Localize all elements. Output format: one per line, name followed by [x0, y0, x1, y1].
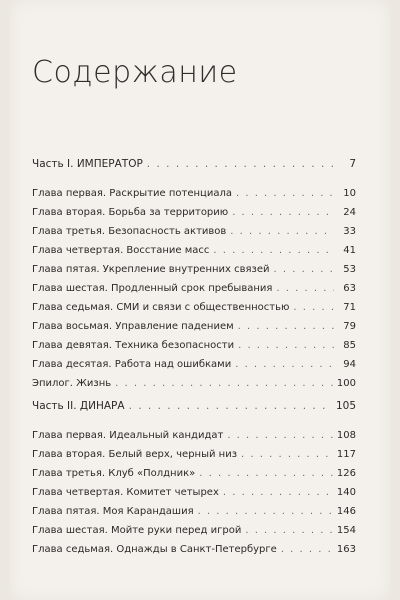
toc-entry	[32, 317, 356, 336]
chapter-page: 85	[343, 340, 356, 351]
leader-dots	[245, 521, 333, 540]
page-title: Содержание	[32, 55, 238, 90]
leader-dots	[232, 203, 334, 222]
leader-dots	[274, 260, 334, 279]
leader-dots	[147, 155, 334, 174]
chapter-title: Глава пятая. Укрепление внутренних связей	[32, 264, 270, 275]
chapter-title: Глава пятая. Моя Карандашия	[32, 506, 194, 517]
chapter-page: 100	[336, 378, 356, 389]
chapter-title: Глава десятая. Работа над ошибками	[32, 359, 232, 370]
chapter-title: Глава восьмая. Управление падением	[32, 321, 234, 332]
leader-dots	[227, 426, 333, 445]
toc-entry	[32, 203, 356, 222]
chapter-title: Глава шестая. Продленный срок пребывания	[32, 283, 273, 294]
chapter-page: 140	[336, 487, 356, 498]
chapter-page: 10	[343, 188, 356, 199]
leader-dots	[199, 464, 333, 483]
leader-dots	[281, 540, 333, 559]
leader-dots	[238, 336, 334, 355]
part-page: 105	[335, 400, 356, 412]
toc-entry	[32, 464, 356, 483]
toc-entry	[32, 279, 356, 298]
chapter-page: 154	[336, 525, 356, 536]
toc-entry	[32, 298, 356, 317]
chapter-page: 79	[343, 321, 356, 332]
chapter-page: 33	[343, 226, 356, 237]
chapter-title: Глава первая. Идеальный кандидат	[32, 430, 224, 441]
toc-entry	[32, 222, 356, 241]
leader-dots	[236, 184, 334, 203]
chapter-page: 24	[343, 207, 356, 218]
part-page: 7	[349, 158, 356, 170]
chapter-title: Глава четвертая. Комитет четырех	[32, 487, 219, 498]
chapter-title: Глава вторая. Борьба за территорию	[32, 207, 229, 218]
toc-entry	[32, 374, 356, 393]
toc-part-1	[32, 155, 356, 393]
leader-dots	[213, 241, 334, 260]
toc-part-2	[32, 397, 356, 559]
toc-entry	[32, 355, 356, 374]
leader-dots	[223, 483, 333, 502]
leader-dots	[129, 397, 332, 416]
chapter-title: Глава вторая. Белый верх, черный низ	[32, 449, 238, 460]
toc-entry	[32, 483, 356, 502]
leader-dots	[241, 445, 333, 464]
toc-entry	[32, 502, 356, 521]
chapter-page: 146	[336, 506, 356, 517]
toc-entry	[32, 445, 356, 464]
chapter-title: Глава первая. Раскрытие потенциала	[32, 188, 232, 199]
chapter-title: Глава седьмая. Однажды в Санкт-Петербурге	[32, 544, 277, 555]
chapter-page: 71	[343, 302, 356, 313]
book-page	[10, 0, 390, 600]
toc-entry	[32, 184, 356, 203]
leader-dots	[238, 317, 334, 336]
chapter-page: 108	[336, 430, 356, 441]
part-heading	[32, 397, 356, 416]
chapter-title: Глава девятая. Техника безопасности	[32, 340, 235, 351]
leader-dots	[235, 355, 334, 374]
leader-dots	[230, 222, 334, 241]
chapter-page: 126	[336, 468, 356, 479]
leader-dots	[293, 298, 334, 317]
chapter-title: Глава седьмая. СМИ и связи с общественностью	[32, 302, 290, 313]
chapter-page: 41	[343, 245, 356, 256]
toc-entry	[32, 426, 356, 445]
leader-dots	[198, 502, 333, 521]
leader-dots	[115, 374, 333, 393]
toc-entry	[32, 260, 356, 279]
chapter-page: 63	[343, 283, 356, 294]
part-heading	[32, 155, 356, 174]
chapter-page: 163	[336, 544, 356, 555]
chapter-page: 53	[343, 264, 356, 275]
part-title: Часть I. ИМПЕРАТОР	[32, 158, 143, 170]
chapter-title: Глава третья. Безопасность активов	[32, 226, 227, 237]
toc-entry	[32, 336, 356, 355]
chapter-title: Глава третья. Клуб «Полдник»	[32, 468, 196, 479]
leader-dots	[276, 279, 334, 298]
chapter-title: Эпилог. Жизнь	[32, 378, 112, 389]
toc-entry	[32, 540, 356, 559]
chapter-title: Глава шестая. Мойте руки перед игрой	[32, 525, 242, 536]
chapter-title: Глава четвертая. Восстание масс	[32, 245, 210, 256]
chapter-page: 94	[343, 359, 356, 370]
chapter-page: 117	[336, 449, 356, 460]
toc-entry	[32, 521, 356, 540]
toc-entry	[32, 241, 356, 260]
part-title: Часть II. ДИНАРА	[32, 400, 125, 412]
